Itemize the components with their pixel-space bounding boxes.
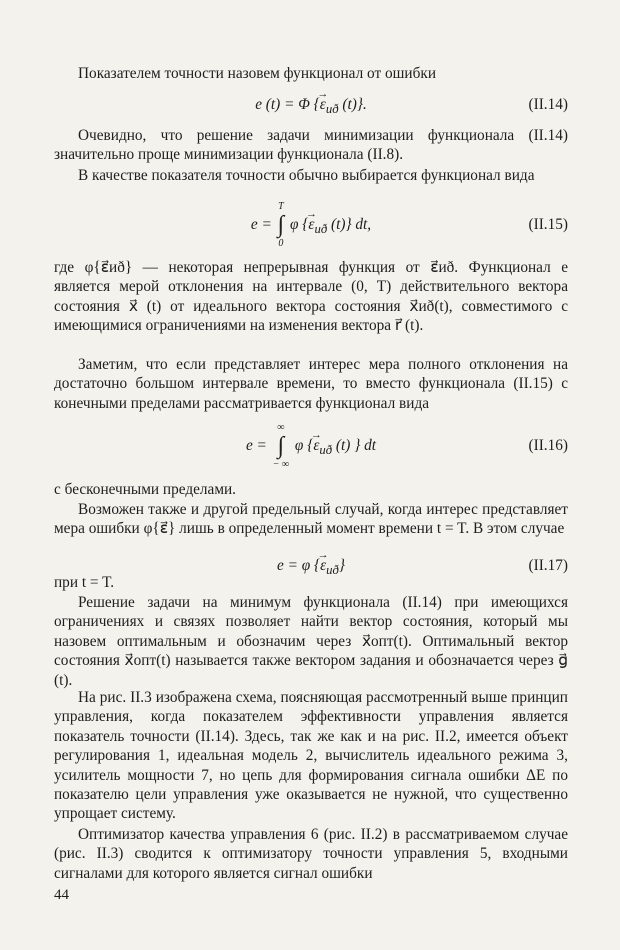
formula-II-14 — [54, 92, 568, 118]
integral-sign: T ∫ 0 — [277, 201, 285, 250]
paragraph-figure: На рис. II.3 изображена схема, поясняющая рассмотренный выше принцип управления, когда показателем эффективности управления является показатель точности (II.14). Здесь, так же как и на рис. II.2, имеется объект регулирования 1, идеальная модель 2, вычислитель идеального режима 3, усилитель мощности 7, но цепь для формирования сигнала ошибки ΔE по показателю цели управления уже оказывается не нужной, что существенно упрощает систему. — [54, 689, 568, 823]
paragraph-choice: В качестве показателя точности обычно выбирается функционал вида — [78, 167, 535, 184]
paragraph-note: Заметим, что если представляет интерес мера полного отклонения на достаточно большом интервале времени, то вместо функционала (II.15) с конечными пределами рассматривается функционал вида — [54, 356, 568, 412]
paragraph-obviously: Очевидно, что решение задачи минимизации функционала (II.14) значительно проще минимизации функционала (II.8). — [54, 127, 568, 164]
formula-expression: e = φ {→ $\varepsilon_{иð}$} — [54, 553, 568, 583]
paragraph-optimizer: Оптимизатор качества управления 6 (рис. II.2) в рассматриваемом случае (рис. II.3) сводится к оптимизатору точности управления 5, входными сигналами для которого является сигнал ошибки — [54, 826, 568, 882]
formula-II-16 — [54, 420, 568, 472]
formula-expression: e = T ∫ 0 φ {→ $\varepsilon_{иð}$ (t)} dt, — [54, 200, 568, 254]
page-number: 44 — [54, 887, 69, 903]
paragraph-infinite: с бесконечными пределами. — [54, 481, 237, 498]
formula-II-15 — [54, 200, 568, 250]
paragraph-limit-case: Возможен также и другой предельный случай, когда интерес представляет мера ошибки φ{ε⃗} лишь в определенный момент времени t = T. В этом случае — [54, 501, 568, 538]
formula-expression: e = ∞ ∫ − ∞ φ {→ $\varepsilon_{иð}$ (t) } dt — [54, 420, 568, 476]
equation-number: (II.14) — [528, 96, 568, 113]
paragraph-intro: Показателем точности назовем функционал от ошибки — [78, 65, 437, 82]
equation-number: (II.16) — [528, 437, 568, 454]
equation-number: (II.15) — [528, 216, 568, 233]
formula-expression: e (t) = Φ {→ $\varepsilon_{иð}$ (t)}. — [54, 92, 568, 122]
paragraph-solution: Решение задачи на минимум функционала (II.14) при имеющихся ограничениях и связях позволяет найти вектор состояния, который мы назовем оптимальным и обозначим через x⃗опт(t). Оптимальный вектор состояния x⃗опт(t) называется также вектором задания и обозначается через g⃗ (t). — [54, 594, 568, 689]
equation-number: (II.17) — [528, 557, 568, 574]
integral-sign: ∞ ∫ − ∞ — [272, 422, 290, 471]
paragraph-at-t: при t = T. — [54, 574, 115, 591]
paragraph-where: где φ{ε⃗иð} — некоторая непрерывная функция от ε⃗иð. Функционал e является мерой отклонения на интервале (0, T) действительного вектора состояния x⃗ (t) от идеального вектора состояния x⃗иð(t), совместимого с имеющимися ограничениями на изменения вектора r⃗ (t). — [54, 259, 568, 335]
